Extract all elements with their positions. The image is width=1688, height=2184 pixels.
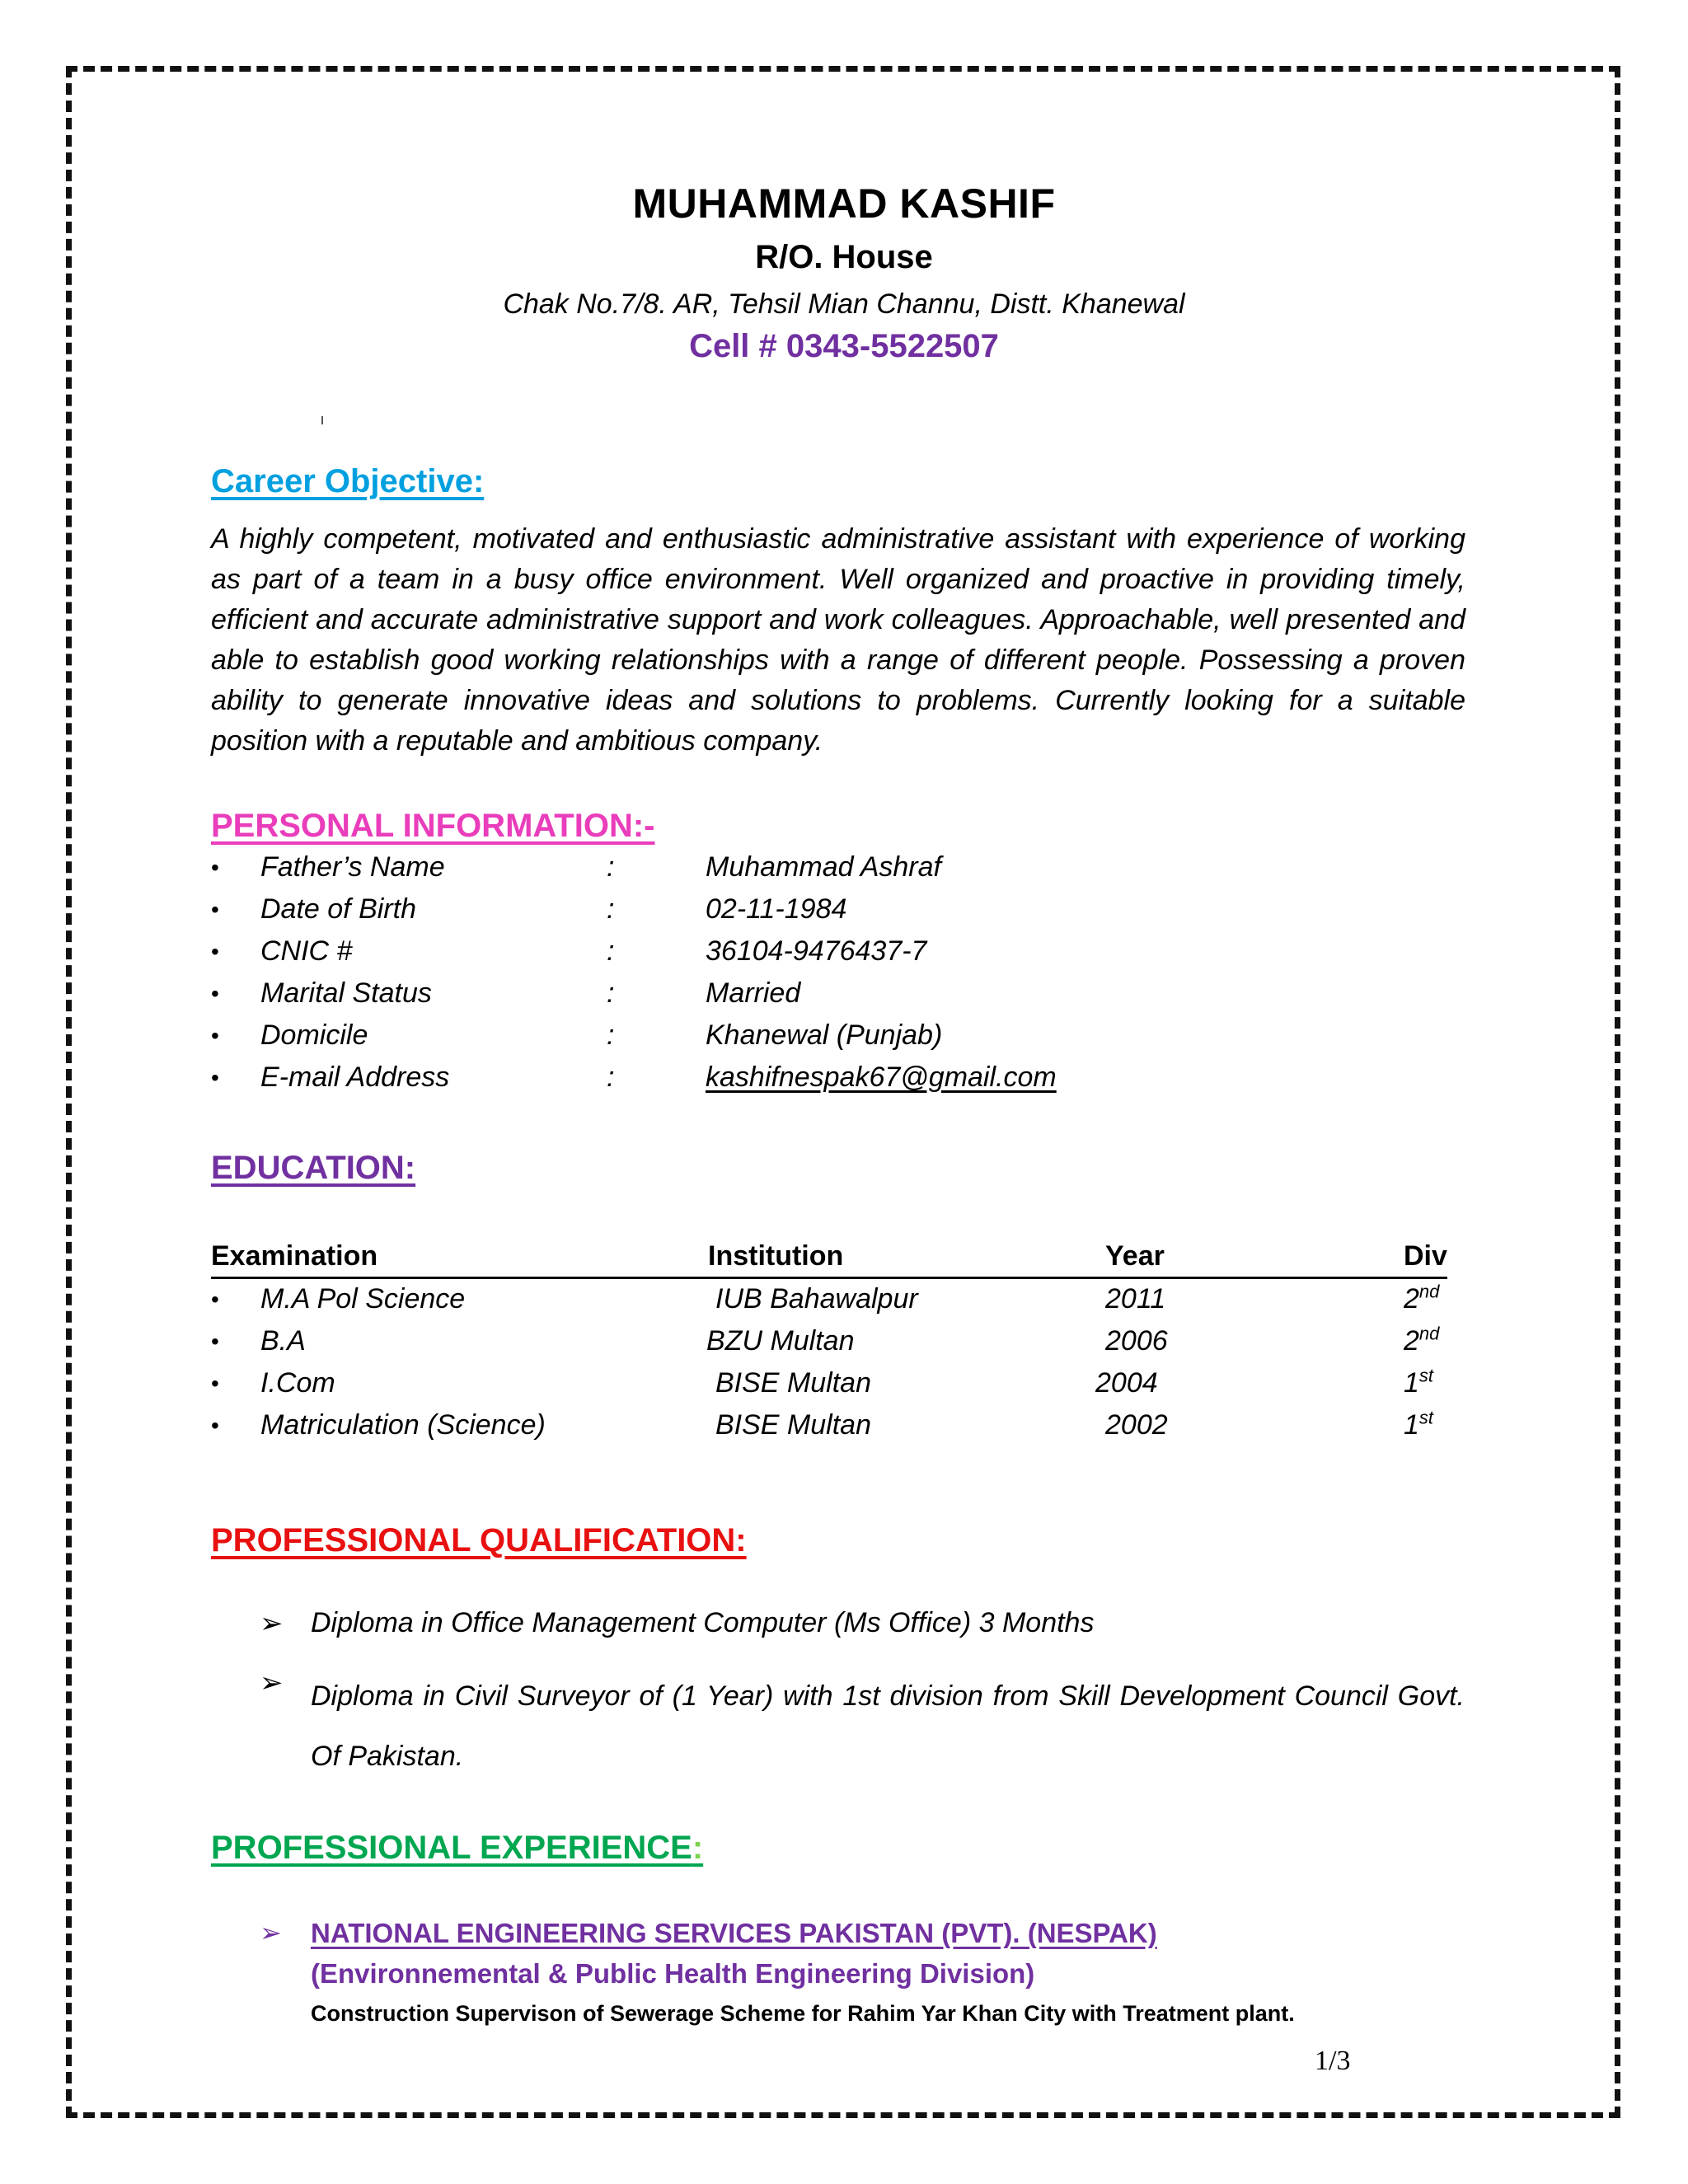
division-number: 2 <box>1404 1325 1419 1357</box>
personal-row <box>211 935 1530 977</box>
bullet-icon: • <box>211 1286 219 1312</box>
division <box>1404 1409 1433 1441</box>
experience-division: (Environnemental & Public Health Engineering Division) <box>311 1958 1035 1989</box>
experience-company: NATIONAL ENGINEERING SERVICES PAKISTAN (PVT). (NESPAK) <box>311 1918 1157 1948</box>
bullet-icon: • <box>211 1329 219 1354</box>
personal-value: 02-11-1984 <box>706 893 847 925</box>
address: Chak No.7/8. AR, Tehsil Mian Channu, Distt. Khanewal <box>503 288 1185 320</box>
exam-name: B.A <box>260 1325 306 1357</box>
education-row <box>211 1283 1530 1325</box>
separator: : <box>607 935 615 967</box>
arrow-bullet-icon: ➢ <box>260 1667 284 1699</box>
separator: : <box>607 1019 615 1051</box>
separator: : <box>607 1062 615 1093</box>
page-number: 1/3 <box>1315 2046 1351 2076</box>
exam-name: M.A Pol Science <box>260 1283 466 1315</box>
qualification-text: Diploma in Office Management Computer (Ms Office) 3 Months <box>311 1607 1095 1638</box>
bullet-icon: • <box>211 855 219 880</box>
column-div: Div <box>1404 1240 1447 1272</box>
personal-label: Domicile <box>260 1019 368 1051</box>
exam-year: 2002 <box>1105 1409 1168 1441</box>
residence-label: R/O. House <box>755 239 933 275</box>
column-examination: Examination <box>211 1240 378 1272</box>
personal-value: Married <box>706 977 801 1009</box>
education-heading: EDUCATION: <box>211 1150 416 1186</box>
qualification-heading: PROFESSIONAL QUALIFICATION: <box>211 1522 747 1558</box>
division <box>1404 1367 1433 1399</box>
experience-heading <box>211 1830 703 1867</box>
personal-label: Father’s Name <box>260 851 445 883</box>
exam-name: Matriculation (Science) <box>260 1409 546 1441</box>
institution-name: BISE Multan <box>715 1409 871 1441</box>
arrow-bullet-icon: ➢ <box>260 1608 284 1639</box>
column-year: Year <box>1105 1240 1165 1272</box>
division-number: 2 <box>1404 1283 1419 1315</box>
email-link[interactable]: kashifnespak67@gmail.com <box>706 1062 1057 1093</box>
personal-label: Date of Birth <box>260 893 416 925</box>
personal-row <box>211 1019 1530 1062</box>
personal-label: CNIC # <box>260 935 353 967</box>
bullet-icon: • <box>211 897 219 922</box>
exam-year: 2006 <box>1105 1325 1168 1357</box>
education-table-header <box>211 1240 1447 1279</box>
experience-heading-colon: : <box>692 1830 704 1866</box>
column-institution: Institution <box>708 1240 844 1272</box>
cell-number: Cell # 0343-5522507 <box>689 328 999 364</box>
qualification-text: Diploma in Civil Surveyor of (1 Year) with 1st division from Skill Development Council Govt. Of Pakistan. <box>311 1680 1465 1772</box>
personal-info-heading: PERSONAL INFORMATION:- <box>211 808 655 844</box>
education-row <box>211 1367 1530 1409</box>
arrow-bullet-icon: ➢ <box>260 1918 282 1947</box>
division-suffix: st <box>1418 1365 1434 1386</box>
personal-label: E-mail Address <box>260 1062 450 1093</box>
experience-heading-text: PROFESSIONAL EXPERIENCE <box>211 1830 692 1866</box>
education-row <box>211 1325 1530 1367</box>
bullet-icon: • <box>211 1023 219 1048</box>
personal-row <box>211 851 1530 893</box>
personal-row <box>211 977 1530 1019</box>
personal-value: Khanewal (Punjab) <box>706 1019 943 1051</box>
personal-label: Marital Status <box>260 977 432 1009</box>
exam-year: 2011 <box>1105 1283 1166 1315</box>
division-suffix: nd <box>1418 1281 1440 1302</box>
bullet-icon: • <box>211 939 219 964</box>
division <box>1404 1283 1439 1315</box>
separator: : <box>607 851 615 883</box>
institution-name: BISE Multan <box>715 1367 871 1399</box>
personal-row <box>211 1062 1530 1104</box>
separator: : <box>607 893 615 925</box>
resume-name: MUHAMMAD KASHIF <box>632 180 1056 227</box>
division <box>1404 1325 1439 1357</box>
personal-row <box>211 893 1530 935</box>
stray-mark <box>321 416 323 424</box>
separator: : <box>607 977 615 1009</box>
institution-name: BZU Multan <box>706 1325 855 1357</box>
division-suffix: nd <box>1418 1323 1440 1344</box>
exam-year: 2004 <box>1095 1367 1158 1399</box>
bullet-icon: • <box>211 1413 219 1438</box>
bullet-icon: • <box>211 1371 219 1396</box>
career-objective-text: A highly competent, motivated and enthusiastic administrative assistant with experience of working as part of a team in a busy office environment. Well organized and proactive in providing timely, efficient and accurate administrative support and work colleagues. Approachable, well presented and able to establish good working relationships with a range of different people. Possessing a proven ability to generate innovative ideas and solutions to problems. Currently looking for a suitable position with a reputable and ambitious company. <box>211 523 1465 757</box>
career-objective-heading: Career Objective: <box>211 463 485 499</box>
division-number: 1 <box>1404 1367 1419 1399</box>
experience-description: Construction Supervison of Sewerage Scheme for Rahim Yar Khan City with Treatment plant. <box>311 2001 1295 2026</box>
bullet-icon: • <box>211 981 219 1006</box>
exam-name: I.Com <box>260 1367 335 1399</box>
education-row <box>211 1409 1530 1451</box>
bullet-icon: • <box>211 1065 219 1090</box>
division-suffix: st <box>1418 1407 1434 1428</box>
personal-value: Muhammad Ashraf <box>706 851 941 883</box>
personal-value: 36104-9476437-7 <box>706 935 927 967</box>
division-number: 1 <box>1404 1409 1419 1441</box>
institution-name: IUB Bahawalpur <box>715 1283 918 1315</box>
